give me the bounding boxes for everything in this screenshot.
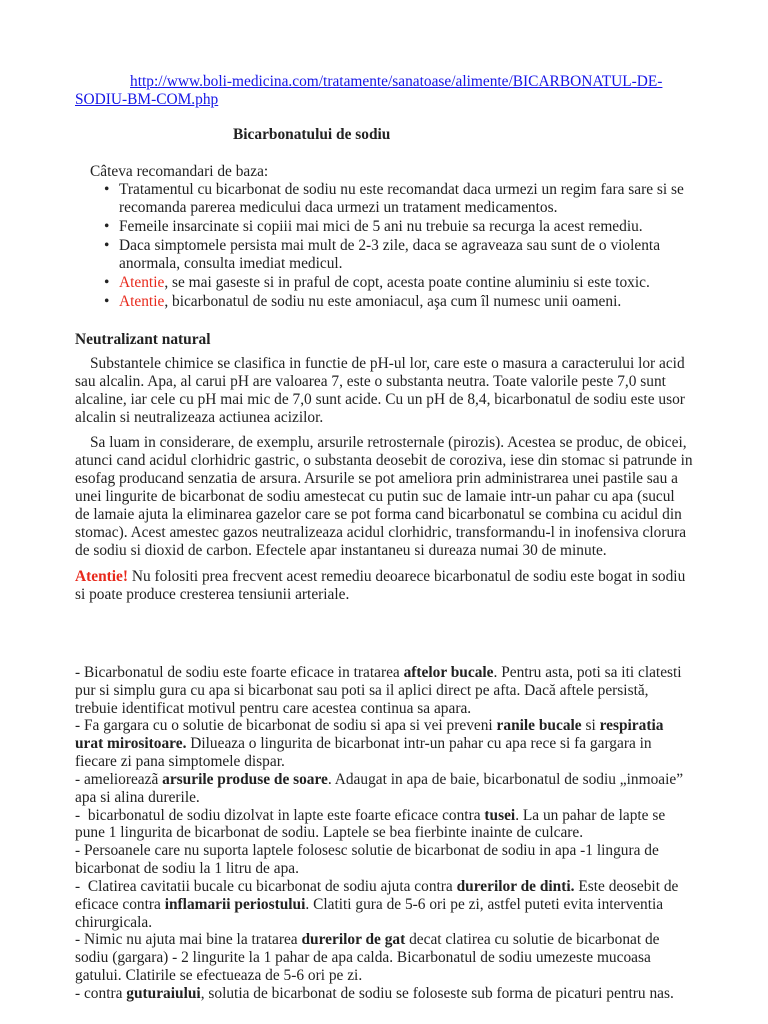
highlighted-term: arsurile produse de soare [162, 770, 328, 788]
remedy-text: , solutia de bicarbonat de sodiu se foloseste sub forma de picaturi pentru nas. [200, 984, 674, 1002]
remedy-text: . La un pahar de lapte se [515, 806, 666, 824]
recommendations-list [104, 181, 684, 312]
bullet-text: , se mai gaseste si in praful de copt, acesta poate contine aluminiu si este toxic. [164, 274, 650, 291]
caution-text: Nu folositi prea frecvent acest remediu deoarece bicarbonatul de sodiu este bogat in sodiu [128, 568, 686, 585]
paragraph-line: si poate produce cresterea tensiunii arteriale. [75, 586, 350, 603]
remedy-text: - contra [75, 984, 127, 1002]
paragraph-line: esofag producand senzatia de arsura. Arsurile se pot ameliora prin administrarea unei pastile sau a [75, 470, 678, 487]
remedy-text: - Fa gargara cu o solutie de bicarbonat de sodiu si apa si vei preveni [75, 717, 497, 735]
remedy-line: apa si alina durerile. [75, 788, 200, 806]
bullet-line: • Daca simptomele persista mai mult de 2-3 zile, daca se agraveaza sau sunt de o violenta [119, 237, 661, 254]
remedy-line [75, 717, 683, 735]
paragraph-line: atunci cand acidul clorhidric gastric, o substanta deosebit de coroziva, iese din stomac si patrunde in [75, 452, 693, 469]
remedy-item [75, 878, 683, 931]
remedy-text: - amelioreazã [75, 770, 163, 788]
remedy-text: - bicarbonatul de sodiu dizolvat in lapte este foarte eficace contra [75, 806, 485, 824]
paragraph-heartburn [75, 434, 693, 560]
paragraph-line: unei lingurite de bicarbonat de sodiu amestecat cu putin suc de lamaie intr-un pahar cu apa (sucul [75, 488, 675, 505]
remedy-item [75, 842, 683, 878]
remedy-line: fiecare zi pana simptomele dispar. [75, 753, 285, 771]
remedy-text: - Nimic nu ajuta mai bine la tratarea [75, 931, 302, 949]
paragraph-line [75, 568, 685, 586]
highlighted-term: aftelor bucale [403, 664, 494, 681]
bullet-item [104, 181, 684, 217]
bullet-item-warning [104, 293, 684, 311]
paragraph-line: de sodiu si dioxid de carbon. Efectele apar instantaneu si dureaza numai 30 de minute. [75, 542, 607, 559]
remedy-line: pune 1 lingurita de bicarbonat de sodiu. Laptele se bea fierbinte inainte de culcare. [75, 824, 584, 842]
bullet-line [119, 274, 684, 292]
remedy-text: . Pentru asta, poti sa iti clatesti [493, 664, 682, 681]
document-title: Bicarbonatului de sodiu [233, 126, 391, 143]
highlighted-term: respiratia [599, 717, 664, 735]
remedy-text: Este deosebit de [574, 877, 679, 895]
remedy-line [75, 985, 683, 1003]
paragraph-line: Sa luam in considerare, de exemplu, arsurile retrosternale (pirozis). Acestea se produc, de obicei, [90, 434, 687, 451]
remedy-text: - Bicarbonatul de sodiu este foarte eficace in tratarea [75, 664, 404, 681]
bullet-line: • Femeile insarcinate si copiii mai mici de 5 ani nu trebuie sa recurga la acest remediu. [119, 218, 643, 235]
remedy-line [75, 807, 683, 825]
remedy-item [75, 664, 683, 717]
remedy-item [75, 717, 683, 770]
bullet-line: • Tratamentul cu bicarbonat de sodiu nu este recomandat daca urmezi un regim fara sare si se [119, 181, 684, 198]
paragraph-line: Substantele chimice se clasifica in functie de pH-ul lor, care este o masura a caracterului lor acid [90, 355, 685, 372]
paragraph-line: sau alcalin. Apa, al carui pH are valoarea 7, este o substanta neutra. Toate valorile peste 7,0 sunt [75, 373, 666, 390]
remedy-line: trebuie identificat motivul pentru care acestea continua sa apara. [75, 699, 472, 717]
remedy-text: . Adaugat in apa de baie, bicarbonatul de sodiu „inmoaie” [327, 770, 684, 788]
remedy-text: - Clatirea cavitatii bucale cu bicarbonat de sodiu ajuta contra [75, 877, 457, 895]
remedy-line [75, 735, 683, 753]
remedy-text: decat clatirea cu solutie de bicarbonat de [405, 931, 660, 949]
paragraph-line: alcaline, iar cele cu pH mai mic de 7,0 sunt acide. Cu un pH de 8,4, bicarbonatul de sodiu este usor [75, 391, 685, 408]
highlighted-term: ranile bucale [496, 717, 582, 735]
caution-paragraph [75, 568, 685, 604]
remedy-line: pur si simplu gura cu apa si bicarbonat sau poti sa il aplici direct pe afta. Dacă aftele persistă, [75, 681, 649, 699]
paragraph-line: stomac). Acest amestec gazos neutralizeaza acidul clorhidric, transformandu-l in inofensiva clorura [75, 524, 687, 541]
highlighted-term: tusei [484, 806, 516, 824]
remedy-line [75, 771, 683, 789]
remedy-line [75, 931, 683, 949]
remedy-line: bicarbonat de sodiu la 1 litru de apa. [75, 860, 299, 878]
source-url-line[interactable]: http://www.boli-medicina.com/tratamente/sanatoase/alimente/BICARBONATUL-DE- [130, 73, 663, 90]
highlighted-term: guturaiului [126, 984, 201, 1002]
remedy-item [75, 771, 683, 807]
bullet-line: anormala, consulta imediat medicul. [119, 255, 343, 272]
remedy-item [75, 807, 683, 843]
section-heading: Neutralizant natural [75, 331, 211, 348]
source-url-link[interactable] [75, 73, 662, 109]
bullet-item-warning [104, 274, 684, 292]
remedy-line: gatului. Clatirile se efectueaza de 5-6 ori pe zi. [75, 967, 363, 985]
bullet-text: , bicarbonatul de sodiu nu este amoniacul, aşa cum îl numesc unii oameni. [164, 293, 622, 310]
remedy-line [75, 878, 683, 896]
remedy-text: eficace contra [75, 895, 165, 913]
bullet-line [119, 293, 684, 311]
remedies-list [75, 664, 683, 1003]
paragraph-line: de lamaie ajuta la eliminarea gazelor care se pot forma cand bicarbonatul se combina cu acidul din [75, 506, 682, 523]
paragraph-line: alcalin si neutralizeaza actiunea acizilor. [75, 409, 324, 426]
warning-label: Atentie [119, 274, 165, 291]
bullet-item [104, 218, 684, 236]
paragraph-ph [75, 355, 685, 427]
remedy-text: . Clatiti gura de 5-6 ori pe zi, astfel puteti evita interventia [305, 895, 664, 913]
highlighted-term: durerilor de gat [301, 931, 406, 949]
source-url-line[interactable]: SODIU-BM-COM.php [75, 91, 219, 108]
warning-label: Atentie [119, 293, 165, 310]
remedy-text: si [581, 717, 600, 735]
remedy-line [75, 896, 683, 914]
bullet-line: recomanda parerea medicului daca urmezi un tratament medicamentos. [119, 199, 558, 216]
remedy-item [75, 985, 683, 1003]
remedy-line: - Persoanele care nu suporta laptele folosesc solutie de bicarbonat de sodiu in apa -1 lingura de [75, 842, 659, 860]
recommendations-intro: Câteva recomandari de baza: [90, 163, 269, 180]
remedy-line [75, 664, 683, 682]
remedy-text: Dilueaza o lingurita de bicarbonat intr-un pahar cu apa rece si fa gargara in [186, 735, 652, 753]
bullet-item [104, 237, 684, 273]
remedy-item [75, 931, 683, 984]
remedy-line: chirurgicala. [75, 913, 153, 931]
highlighted-term: inflamarii periostului [164, 895, 306, 913]
highlighted-term: durerilor de dinti. [456, 877, 575, 895]
remedy-line: sodiu (gargara) - 2 lingurite la 1 pahar de apa calda. Bicarbonatul de sodiu umezeste mucoasa [75, 949, 651, 967]
caution-label: Atentie! [75, 568, 128, 585]
highlighted-term: urat mirositoare. [75, 735, 187, 753]
